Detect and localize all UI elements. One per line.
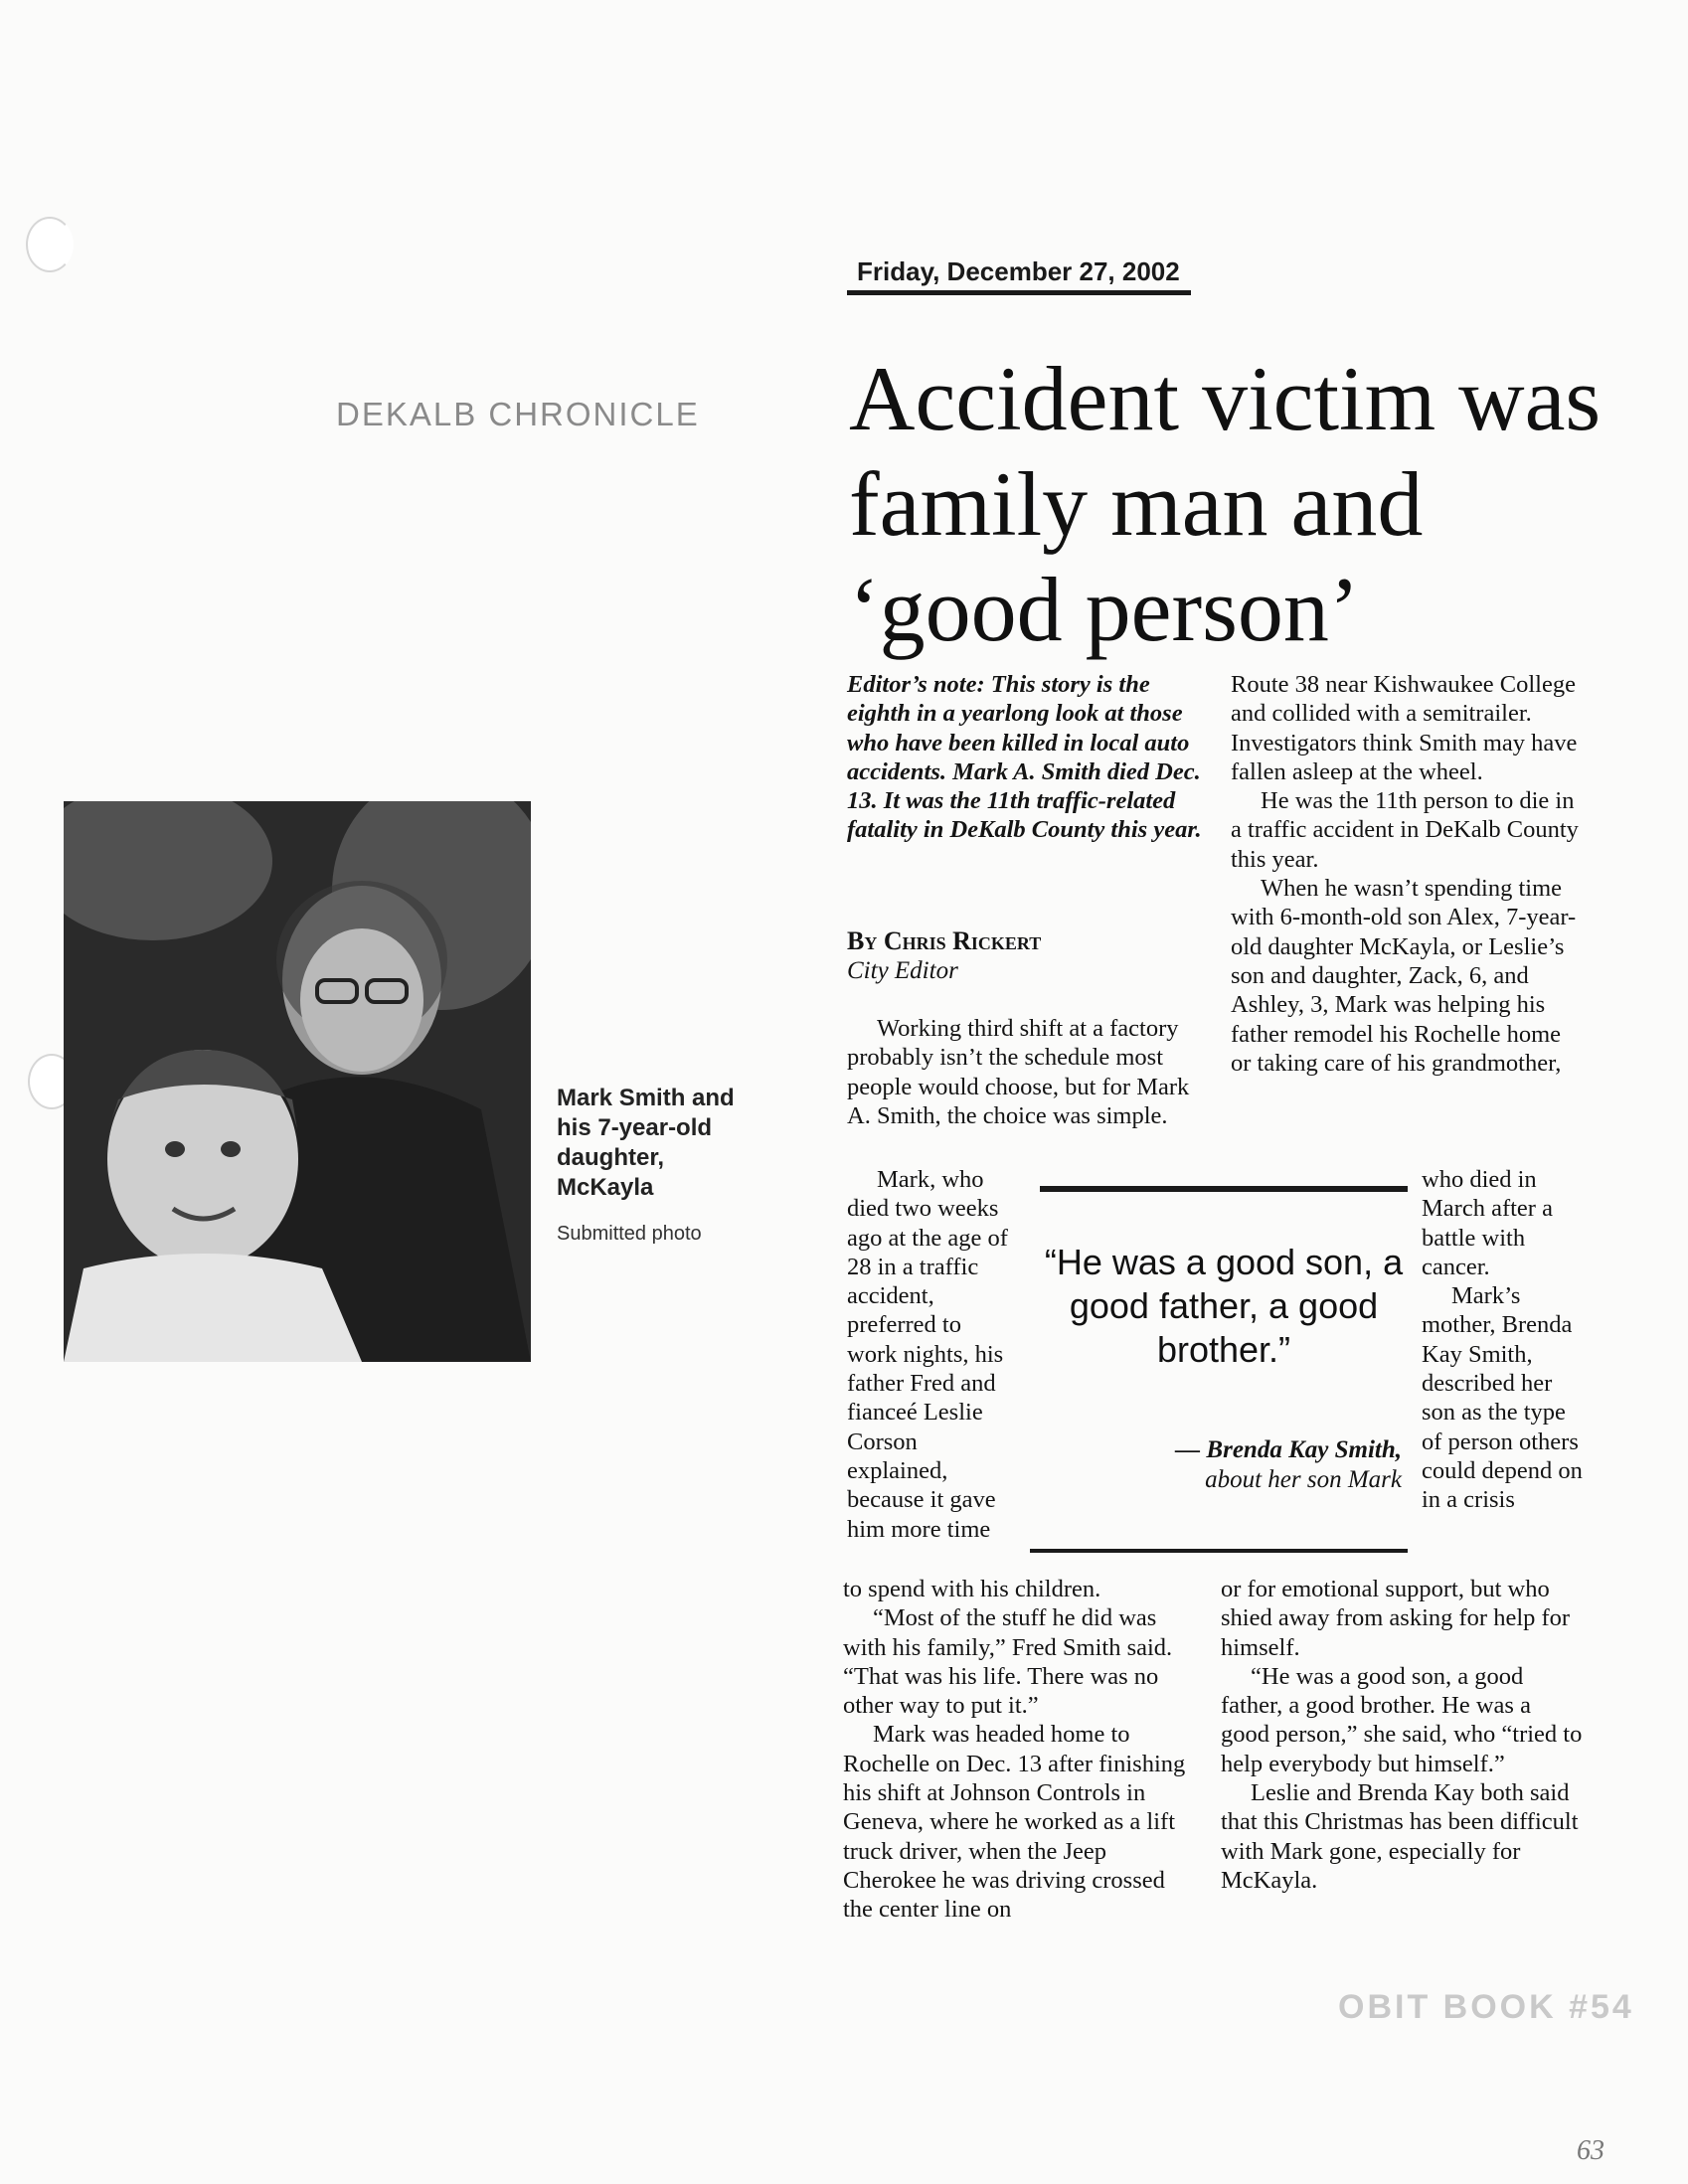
paragraph: Mark, who died two weeks ago at the age of 28 in a traffic accident, preferred to work nights, his father Fred and fianceé Leslie Corson explained, because it gave him more time xyxy=(847,1166,1008,1543)
paragraph: Mark was headed home to Rochelle on Dec. 13 after finishing his shift at Johnson Controls in Geneva, where he worked as a lift truck driver, when the Jeep Cherokee he was driving crossed the center line on xyxy=(843,1721,1186,1924)
editor-note-text: Editor’s note: This story is the eighth in a yearlong look at those who have been killed in local auto accidents. Mark A. Smith died Dec. 13. It was the 11th traffic-related fatality in DeKalb County this year. xyxy=(847,671,1202,844)
pullquote-rule-bottom xyxy=(1030,1549,1408,1553)
handwritten-note: 63 xyxy=(1577,2135,1604,2166)
pullquote-attribution-detail: about her son Mark xyxy=(1205,1466,1402,1493)
byline: By Chris Rickert xyxy=(847,926,1042,955)
column-2-bottom xyxy=(1221,1575,1584,1895)
paragraph: “He was a good son, a good father, a good brother. He was a good person,” she said, who “tried to help everybody but himself.” xyxy=(1221,1662,1583,1777)
dateline: Friday, December 27, 2002 xyxy=(857,256,1180,286)
headline: Accident victim was family man and ‘good person’ xyxy=(849,348,1602,660)
archive-stamp: OBIT BOOK #54 xyxy=(1338,1988,1634,2026)
editor-note xyxy=(847,670,1205,845)
pullquote-rule-top xyxy=(1040,1186,1408,1192)
paragraph-continued: to spend with his children. xyxy=(843,1576,1101,1602)
pullquote-attribution-name: — Brenda Kay Smith, xyxy=(1175,1436,1402,1463)
pullquote: “He was a good son, a good father, a good brother.” xyxy=(1044,1242,1404,1370)
newspaper-source: DEKALB CHRONICLE xyxy=(336,396,700,432)
dateline-rule xyxy=(847,290,1191,295)
paragraph: “Most of the stuff he did was with his family,” Fred Smith said. “That was his life. There was no other way to put it.” xyxy=(843,1604,1173,1720)
column-1-wrap xyxy=(847,1165,1016,1544)
column-1-bottom xyxy=(843,1575,1196,1925)
column-1-top xyxy=(847,1014,1190,1130)
byline-title: City Editor xyxy=(847,957,958,984)
photo-credit: Submitted photo xyxy=(557,1223,702,1245)
paragraph: Mark’s mother, Brenda Kay Smith, described her son as the type of person others could depend on in a crisis xyxy=(1422,1282,1583,1514)
paragraph: When he wasn’t spending time with 6-month-old son Alex, 7-year-old daughter McKayla, or Leslie’s son and daughter, Zack, 6, and Ashley, 3, Mark was helping his father remodel his Rochelle home or taking care of his grandmother, xyxy=(1231,875,1577,1077)
paragraph-continued: or for emotional support, but who shied away from asking for help for himself. xyxy=(1221,1576,1571,1661)
column-2-wrap xyxy=(1422,1165,1591,1515)
paragraph: Route 38 near Kishwaukee College and collided with a semitrailer. Investigators think Smith may have fallen asleep at the wheel. xyxy=(1231,671,1578,785)
article-photo xyxy=(64,801,531,1362)
pullquote-attribution xyxy=(1040,1435,1402,1495)
paragraph: Working third shift at a factory probably isn’t the schedule most people would choose, but for Mark A. Smith, the choice was simple. xyxy=(847,1015,1190,1129)
paragraph: Leslie and Brenda Kay both said that this Christmas has been difficult with Mark gone, especially for McKayla. xyxy=(1221,1779,1579,1894)
photo-caption: Mark Smith and his 7-year-old daughter, McKayla xyxy=(557,1085,735,1201)
column-2-top xyxy=(1231,670,1579,1078)
paragraph: He was the 11th person to die in a traffic accident in DeKalb County this year. xyxy=(1231,787,1579,873)
punch-hole xyxy=(26,217,74,272)
paragraph-continued: who died in March after a battle with cancer. xyxy=(1422,1166,1553,1280)
photo-image xyxy=(64,801,531,1362)
